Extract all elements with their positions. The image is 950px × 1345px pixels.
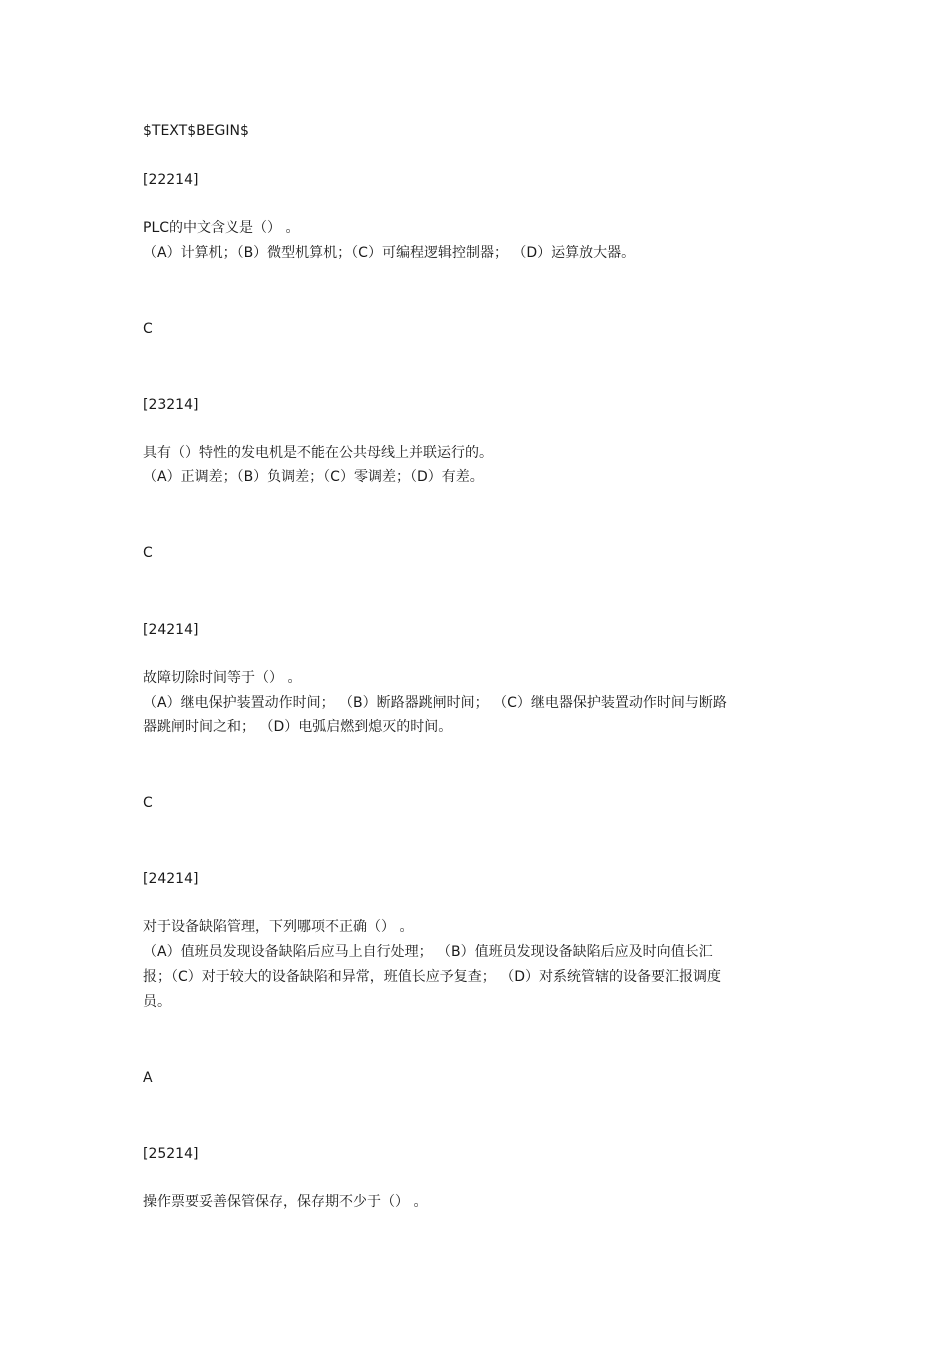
question-id: [24214] bbox=[143, 871, 199, 887]
question-answer: C bbox=[143, 321, 153, 337]
question-options-line: （A）计算机；（B）微型机算机；（C）可编程逻辑控制器； （D）运算放大器。 bbox=[143, 245, 636, 261]
question-text: 具有（）特性的发电机是不能在公共母线上并联运行的。 bbox=[143, 445, 493, 461]
question-text: 对于设备缺陷管理，下列哪项不正确（） 。 bbox=[143, 919, 414, 935]
question-options-line: （A）值班员发现设备缺陷后应马上自行处理； （B）值班员发现设备缺陷后应及时向值长汇 bbox=[143, 944, 713, 960]
question-id: [23214] bbox=[143, 397, 199, 413]
question-answer: A bbox=[143, 1070, 153, 1086]
question-id: [24214] bbox=[143, 622, 199, 638]
question-answer: C bbox=[143, 795, 153, 811]
text-begin-marker: $TEXT$BEGIN$ bbox=[143, 123, 249, 139]
question-options-line: （A）正调差；（B）负调差；（C）零调差；（D）有差。 bbox=[143, 469, 484, 485]
question-text: PLC的中文含义是（） 。 bbox=[143, 220, 300, 236]
question-options-line: （A）继电保护装置动作时间； （B）断路器跳闸时间； （C）继电器保护装置动作时间与断路 bbox=[143, 695, 727, 711]
question-id: [22214] bbox=[143, 172, 199, 188]
question-answer: C bbox=[143, 545, 153, 561]
question-id: [25214] bbox=[143, 1146, 199, 1162]
question-options-line: 器跳闸时间之和； （D）电弧启燃到熄灭的时间。 bbox=[143, 719, 453, 735]
question-options-line: 报；（C）对于较大的设备缺陷和异常，班值长应予复查； （D）对系统管辖的设备要汇报调度 bbox=[143, 969, 722, 985]
question-text: 故障切除时间等于（） 。 bbox=[143, 670, 302, 686]
question-text: 操作票要妥善保管保存，保存期不少于（） 。 bbox=[143, 1194, 428, 1210]
question-options-line: 员。 bbox=[143, 994, 171, 1010]
